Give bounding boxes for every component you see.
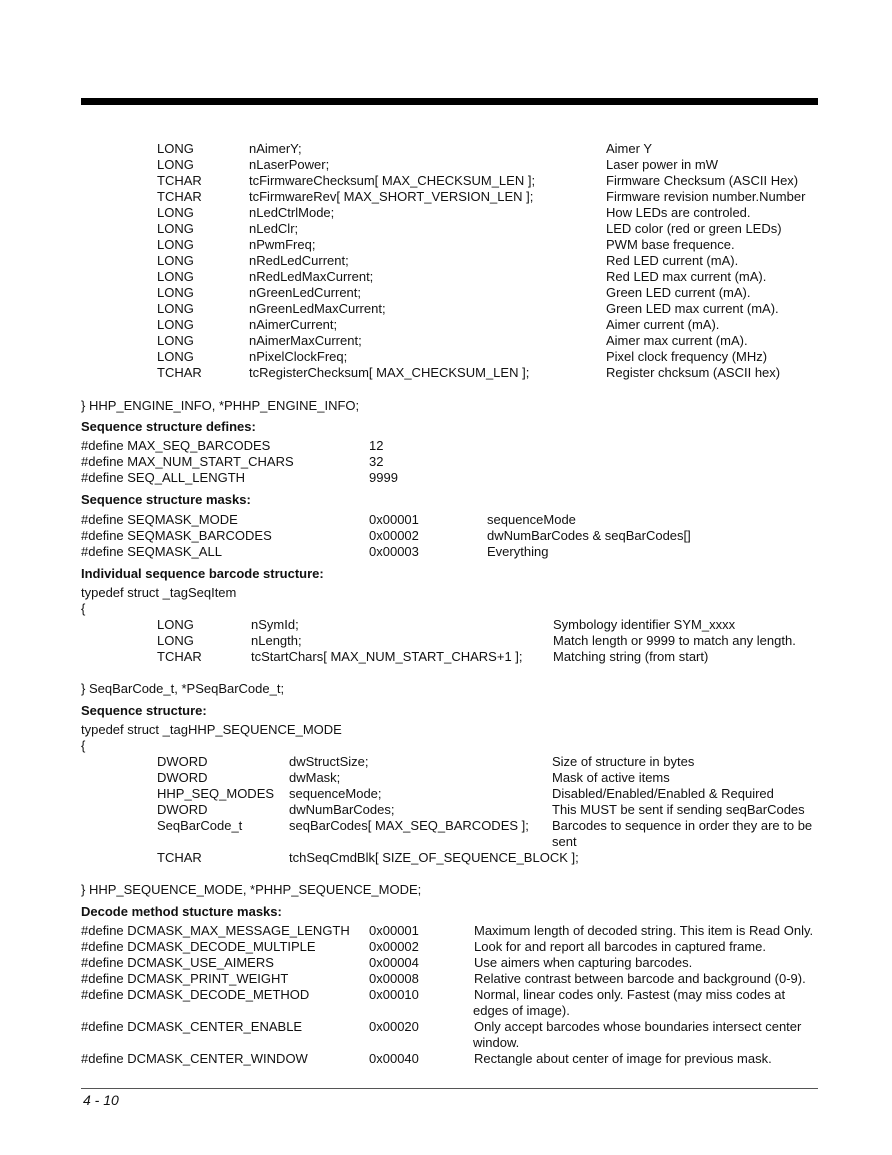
field-name: tcFirmwareRev[ MAX_SHORT_VERSION_LEN ]; <box>249 189 534 204</box>
field-name: sequenceMode; <box>289 786 382 801</box>
field-desc: Matching string (from start) <box>553 649 709 664</box>
define-name: #define SEQMASK_BARCODES <box>81 528 272 543</box>
field-type: TCHAR <box>157 173 202 188</box>
define-value: 0x00001 <box>369 512 419 527</box>
field-desc: Firmware Checksum (ASCII Hex) <box>606 173 799 188</box>
field-desc: Barcodes to sequence in order they are to be <box>552 818 813 833</box>
field-name: seqBarCodes[ MAX_SEQ_BARCODES ]; <box>289 818 529 833</box>
field-desc: This MUST be sent if sending seqBarCodes <box>552 802 805 817</box>
define-name: #define SEQMASK_ALL <box>81 544 222 559</box>
define-name: #define SEQ_ALL_LENGTH <box>81 470 246 485</box>
section-heading: Sequence structure: <box>81 703 207 718</box>
field-desc: Size of structure in bytes <box>552 754 695 769</box>
define-desc-continued: window. <box>473 1035 520 1050</box>
define-desc: Look for and report all barcodes in captured frame. <box>474 939 766 954</box>
define-name: #define SEQMASK_MODE <box>81 512 238 527</box>
define-value: 0x00020 <box>369 1019 419 1034</box>
field-desc: Disabled/Enabled/Enabled & Required <box>552 786 774 801</box>
field-name: tcFirmwareChecksum[ MAX_CHECKSUM_LEN ]; <box>249 173 536 188</box>
typedef-line: typedef struct _tagSeqItem <box>81 585 237 600</box>
field-type: DWORD <box>157 770 208 785</box>
page-number: 4 - 10 <box>83 1092 119 1108</box>
define-desc-continued: edges of image). <box>473 1003 570 1018</box>
field-type: TCHAR <box>157 365 202 380</box>
field-desc-continued: sent <box>552 834 577 849</box>
field-desc: Mask of active items <box>552 770 670 785</box>
define-value: 0x00004 <box>369 955 419 970</box>
define-desc: Relative contrast between barcode and background (0-9). <box>474 971 806 986</box>
field-type: LONG <box>157 205 194 220</box>
define-desc: Maximum length of decoded string. This item is Read Only. <box>474 923 814 938</box>
field-type: LONG <box>157 141 194 156</box>
header-rule <box>81 98 818 105</box>
field-type: LONG <box>157 633 194 648</box>
define-name: #define DCMASK_DECODE_METHOD <box>81 987 310 1002</box>
field-desc: Match length or 9999 to match any length. <box>553 633 796 648</box>
define-name: #define DCMASK_MAX_MESSAGE_LENGTH <box>81 923 350 938</box>
field-type: LONG <box>157 269 194 284</box>
field-name: nPixelClockFreq; <box>249 349 348 364</box>
section-heading: Sequence structure masks: <box>81 492 251 507</box>
field-type: LONG <box>157 285 194 300</box>
field-desc: Aimer max current (mA). <box>606 333 748 348</box>
field-type: LONG <box>157 617 194 632</box>
field-desc: Green LED current (mA). <box>606 285 751 300</box>
field-desc: Red LED max current (mA). <box>606 269 767 284</box>
define-name: #define DCMASK_PRINT_WEIGHT <box>81 971 289 986</box>
field-desc: Pixel clock frequency (MHz) <box>606 349 768 364</box>
define-value: 0x00002 <box>369 528 419 543</box>
field-name: nGreenLedMaxCurrent; <box>249 301 386 316</box>
typedef-line: typedef struct _tagHHP_SEQUENCE_MODE <box>81 722 342 737</box>
field-name: nPwmFreq; <box>249 237 316 252</box>
field-name: dwNumBarCodes; <box>289 802 395 817</box>
define-name: #define DCMASK_CENTER_ENABLE <box>81 1019 303 1034</box>
define-desc: sequenceMode <box>487 512 576 527</box>
define-name: #define DCMASK_DECODE_MULTIPLE <box>81 939 316 954</box>
field-type: SeqBarCode_t <box>157 818 243 833</box>
define-name: #define DCMASK_USE_AIMERS <box>81 955 274 970</box>
footer-rule <box>81 1088 818 1089</box>
define-value: 0x00002 <box>369 939 419 954</box>
field-name: nAimerCurrent; <box>249 317 338 332</box>
field-name: tchSeqCmdBlk[ SIZE_OF_SEQUENCE_BLOCK ]; <box>289 850 579 865</box>
define-desc: Rectangle about center of image for previous mask. <box>474 1051 772 1066</box>
field-name: nRedLedCurrent; <box>249 253 349 268</box>
field-desc: How LEDs are controled. <box>606 205 751 220</box>
field-name: tcStartChars[ MAX_NUM_START_CHARS+1 ]; <box>251 649 523 664</box>
field-desc: Register chcksum (ASCII hex) <box>606 365 781 380</box>
field-name: tcRegisterChecksum[ MAX_CHECKSUM_LEN ]; <box>249 365 530 380</box>
field-type: DWORD <box>157 802 208 817</box>
define-value: 32 <box>369 454 384 469</box>
define-name: #define DCMASK_CENTER_WINDOW <box>81 1051 308 1066</box>
field-type: LONG <box>157 349 194 364</box>
field-type: LONG <box>157 221 194 236</box>
field-name: nAimerMaxCurrent; <box>249 333 362 348</box>
define-desc: dwNumBarCodes & seqBarCodes[] <box>487 528 691 543</box>
field-type: LONG <box>157 157 194 172</box>
field-type: TCHAR <box>157 649 202 664</box>
field-type: DWORD <box>157 754 208 769</box>
field-name: nSymId; <box>251 617 299 632</box>
struct-close: } HHP_SEQUENCE_MODE, *PHHP_SEQUENCE_MODE; <box>81 882 422 897</box>
field-name: dwMask; <box>289 770 341 785</box>
field-type: HHP_SEQ_MODES <box>157 786 275 801</box>
field-desc: LED color (red or green LEDs) <box>606 221 782 236</box>
field-name: nGreenLedCurrent; <box>249 285 362 300</box>
define-value: 0x00010 <box>369 987 419 1002</box>
field-type: LONG <box>157 333 194 348</box>
field-type: LONG <box>157 301 194 316</box>
field-desc: Firmware revision number.Number <box>606 189 806 204</box>
field-desc: Laser power in mW <box>606 157 718 172</box>
field-desc: Green LED max current (mA). <box>606 301 779 316</box>
define-name: #define MAX_NUM_START_CHARS <box>81 454 294 469</box>
define-desc: Everything <box>487 544 549 559</box>
section-heading: Decode method stucture masks: <box>81 904 282 919</box>
field-desc: Aimer Y <box>606 141 652 156</box>
field-type: TCHAR <box>157 850 202 865</box>
field-type: LONG <box>157 317 194 332</box>
section-heading: Individual sequence barcode structure: <box>81 566 324 581</box>
define-value: 0x00040 <box>369 1051 419 1066</box>
field-name: dwStructSize; <box>289 754 369 769</box>
define-value: 0x00003 <box>369 544 419 559</box>
brace-open: { <box>81 738 86 753</box>
field-name: nLedClr; <box>249 221 299 236</box>
field-type: LONG <box>157 237 194 252</box>
field-desc: Symbology identifier SYM_xxxx <box>553 617 736 632</box>
define-desc: Only accept barcodes whose boundaries intersect center <box>474 1019 802 1034</box>
field-name: nRedLedMaxCurrent; <box>249 269 374 284</box>
field-desc: PWM base frequence. <box>606 237 735 252</box>
define-desc: Use aimers when capturing barcodes. <box>474 955 693 970</box>
define-value: 12 <box>369 438 384 453</box>
struct-close: } SeqBarCode_t, *PSeqBarCode_t; <box>81 681 285 696</box>
field-desc: Aimer current (mA). <box>606 317 720 332</box>
field-name: nLedCtrlMode; <box>249 205 335 220</box>
field-name: nLength; <box>251 633 302 648</box>
brace-open: { <box>81 601 86 616</box>
field-name: nAimerY; <box>249 141 302 156</box>
define-desc: Normal, linear codes only. Fastest (may miss codes at <box>474 987 786 1002</box>
section-heading: Sequence structure defines: <box>81 419 256 434</box>
field-desc: Red LED current (mA). <box>606 253 739 268</box>
field-name: nLaserPower; <box>249 157 330 172</box>
struct-close: } HHP_ENGINE_INFO, *PHHP_ENGINE_INFO; <box>81 398 360 413</box>
field-type: LONG <box>157 253 194 268</box>
define-name: #define MAX_SEQ_BARCODES <box>81 438 271 453</box>
define-value: 0x00008 <box>369 971 419 986</box>
define-value: 9999 <box>369 470 398 485</box>
define-value: 0x00001 <box>369 923 419 938</box>
field-type: TCHAR <box>157 189 202 204</box>
